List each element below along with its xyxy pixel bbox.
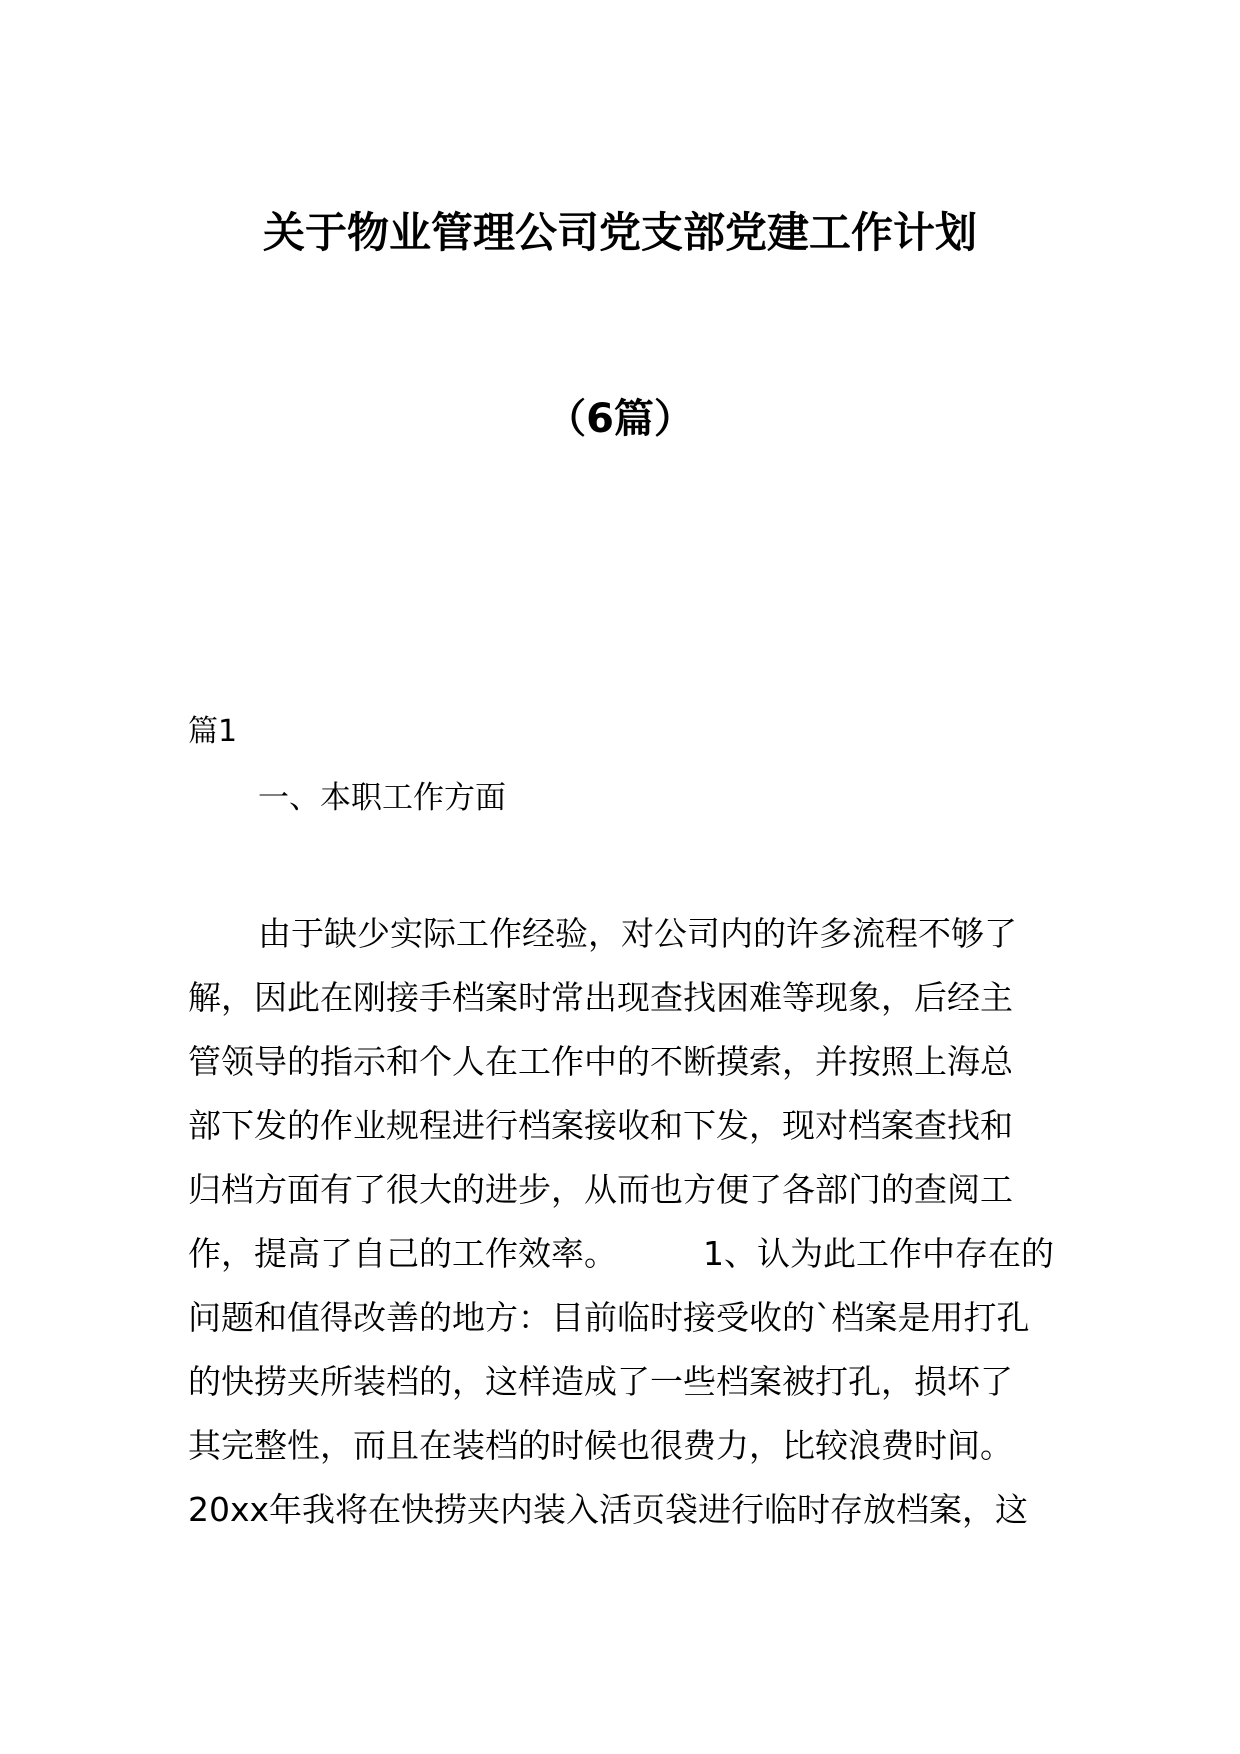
paragraph-line: 其完整性，而且在装档的时候也很费力，比较浪费时间。: [188, 1426, 1013, 1465]
document-title: 关于物业管理公司党支部党建工作计划: [262, 208, 977, 257]
paragraph-line: 的快捞夹所装档的，这样造成了一些档案被打孔，损坏了: [188, 1362, 1013, 1401]
document-subtitle: （6篇）: [546, 396, 694, 442]
body-paragraph: [188, 902, 1058, 1542]
paragraph-line: [188, 1222, 1058, 1286]
paragraph-line: 20xx年我将在快捞夹内装入活页袋进行临时存放档案，这: [188, 1490, 1029, 1529]
paragraph-line: 部下发的作业规程进行档案接收和下发，现对档案查找和: [188, 1106, 1013, 1145]
paragraph-line: 由于缺少实际工作经验，对公司内的许多流程不够了: [258, 914, 1017, 953]
paragraph-line: 解，因此在刚接手档案时常出现查找困难等现象，后经主: [188, 978, 1013, 1017]
paragraph-line: 归档方面有了很大的进步，从而也方便了各部门的查阅工: [188, 1170, 1013, 1209]
section-heading: 一、本职工作方面: [258, 780, 506, 816]
paragraph-line-part: 作，提高了自己的工作效率。: [188, 1234, 617, 1273]
paragraph-line: 问题和值得改善的地方：目前临时接受收的`档案是用打孔: [188, 1298, 1030, 1337]
paragraph-line: 管领导的指示和个人在工作中的不断摸索，并按照上海总: [188, 1042, 1013, 1081]
list-item-start: 1、认为此工作中存在的: [703, 1234, 1054, 1273]
section-label: 篇1: [188, 714, 238, 749]
